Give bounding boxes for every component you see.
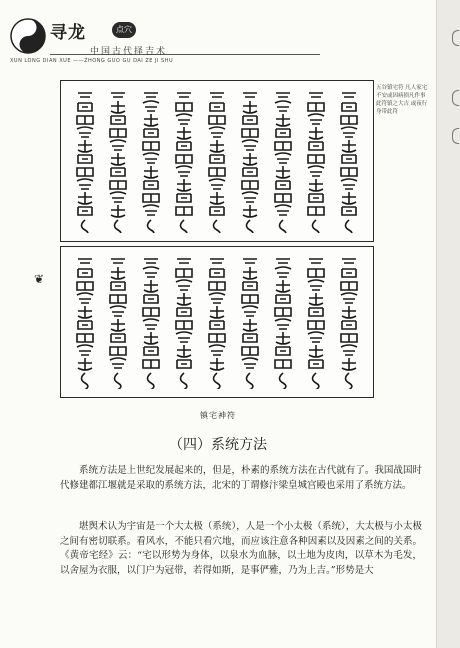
talisman-panel-top — [60, 80, 374, 242]
talisman-glyph-icon — [173, 255, 195, 389]
talisman-glyph-icon — [140, 255, 162, 389]
talisman-glyph-icon — [305, 255, 327, 389]
leaf-ornament-icon: ❦ — [34, 272, 45, 286]
series-romanization: XUN LONG DIAN XUE ——ZHONG GUO GU DAI ZE JI SHU — [10, 58, 174, 64]
edge-tab-mark — [452, 90, 459, 106]
talisman-glyph-icon — [74, 255, 96, 389]
talisman-glyph-icon — [173, 89, 195, 233]
talisman-side-note: 五谷镇宅符 凡人家宅不安或因病损凡作事此符镇之大吉 或夜行身带此符 — [376, 85, 428, 115]
talisman-glyph-icon — [107, 89, 129, 233]
page-header — [10, 18, 310, 68]
brand-stamp: 点穴 — [112, 22, 136, 38]
talisman-glyph-icon — [140, 89, 162, 233]
body-paragraph: 堪舆术认为宇宙是一个大太极（系统），人是一个小太极（系统），大太极与小太极之间有密切联系。看风水，不能只看穴地，而应该注意各种因素以及因素之间的关系。《黄帝宅经》云：“宅以形势为身体，以泉水为血脉，以土地为皮肉，以草木为毛发，以舍屋为衣服，以门户为冠带，若得如斯，是事俨雅，乃为上吉。”形势是大 — [60, 521, 422, 576]
series-title: 中国古代择吉术 — [90, 47, 168, 57]
body-paragraph: 系统方法是上世纪发展起来的，但是，朴素的系统方法在古代就有了。我国战国时代修建都江堰就是采取的系统方法，北宋的丁谓修汴梁皇城宫殿也采用了系统方法。 — [60, 465, 422, 491]
yin-yang-icon — [10, 18, 46, 54]
talisman-glyph-icon — [74, 89, 96, 233]
talisman-glyph-icon — [305, 89, 327, 233]
talisman-panel-bottom — [60, 246, 374, 398]
talisman-glyph-icon — [107, 255, 129, 389]
edge-tab-mark — [452, 30, 459, 46]
talisman-glyph-icon — [338, 89, 360, 233]
talisman-glyph-icon — [206, 255, 228, 389]
talisman-glyph-icon — [239, 255, 261, 389]
talisman-glyph-icon — [272, 255, 294, 389]
talisman-glyph-icon — [272, 89, 294, 233]
section-title: （四）系统方法 — [169, 437, 267, 453]
talisman-glyph-icon — [206, 89, 228, 233]
talisman-glyph-icon — [338, 255, 360, 389]
figure-caption: 镇宅神符 — [200, 411, 236, 420]
edge-tab-mark — [452, 128, 459, 144]
talisman-glyph-icon — [239, 89, 261, 233]
brand-title: 寻龙 — [50, 23, 86, 43]
